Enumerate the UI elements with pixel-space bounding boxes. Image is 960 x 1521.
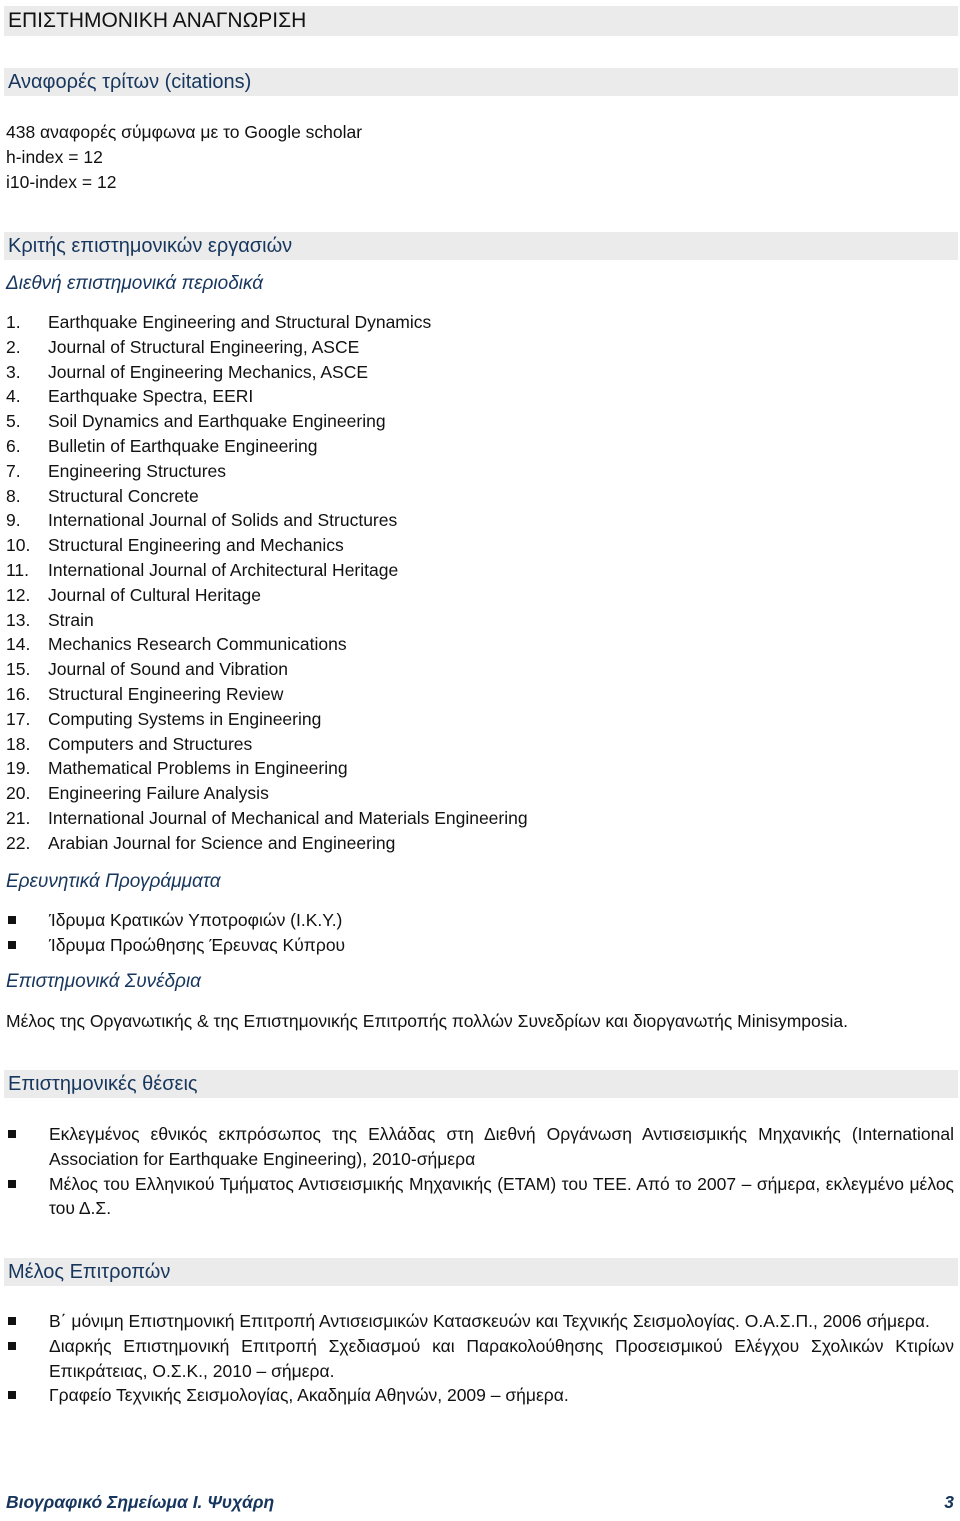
list-item: Μέλος του Ελληνικού Τμήματος Αντισεισμικής Μηχανικής (ΕΤΑΜ) του ΤΕΕ. Από το 2007 – σήμερα, εκλεγμένο μέλος του Δ.Σ. xyxy=(6,1172,954,1222)
list-item: Γραφείο Τεχνικής Σεισμολογίας, Ακαδημία Αθηνών, 2009 – σήμερα. xyxy=(6,1383,954,1408)
list-item: 12. Journal of Cultural Heritage xyxy=(6,584,262,605)
list-item: Ίδρυμα Προώθησης Έρευνας Κύπρου xyxy=(6,933,954,958)
list-item: 21. International Journal of Mechanical and Materials Engineering xyxy=(6,807,528,828)
list-item: 18. Computers and Structures xyxy=(6,733,253,754)
list-item: 19. Mathematical Problems in Engineering xyxy=(6,758,348,779)
citations-count: 438 αναφορές σύμφωνα με το Google scholar xyxy=(6,122,363,142)
list-item: 14. Mechanics Research Communications xyxy=(6,634,347,655)
i10-index: i10-index = 12 xyxy=(6,172,117,192)
list-item: 15. Journal of Sound and Vibration xyxy=(6,659,288,680)
square-bullet-icon xyxy=(8,916,16,924)
list-item: Ίδρυμα Κρατικών Υποτροφιών (Ι.Κ.Υ.) xyxy=(6,908,954,933)
list-item: 20. Engineering Failure Analysis xyxy=(6,783,269,804)
reviewer-heading: Κριτής επιστημονικών εργασιών xyxy=(4,232,958,260)
list-item: 17. Computing Systems in Engineering xyxy=(6,708,322,729)
square-bullet-icon xyxy=(8,1130,16,1138)
square-bullet-icon xyxy=(8,1180,16,1188)
positions-heading: Επιστημονικές θέσεις xyxy=(4,1070,958,1098)
list-item: 11. International Journal of Architectural Heritage xyxy=(6,559,399,580)
positions-list xyxy=(6,1122,954,1221)
list-item: 9. International Journal of Solids and Structures xyxy=(6,510,398,531)
list-item: Εκλεγμένος εθνικός εκπρόσωπος της Ελλάδας στη Διεθνή Οργάνωση Αντισεισμικής Μηχανικής (International Association for Earthquake Engineering), 2010-σήμερα xyxy=(6,1122,954,1172)
footer-title: Βιογραφικό Σημείωμα Ι. Ψυχάρη xyxy=(6,1492,275,1512)
list-item: 10. Structural Engineering and Mechanics xyxy=(6,535,344,556)
square-bullet-icon xyxy=(8,1342,16,1350)
square-bullet-icon xyxy=(8,1391,16,1399)
h-index: h-index = 12 xyxy=(6,147,103,167)
square-bullet-icon xyxy=(8,941,16,949)
list-item: 16. Structural Engineering Review xyxy=(6,683,284,704)
journal-list xyxy=(6,310,528,856)
citations-heading: Αναφορές τρίτων (citations) xyxy=(4,68,958,96)
list-item: 1. Earthquake Engineering and Structural Dynamics xyxy=(6,312,432,332)
square-bullet-icon xyxy=(8,1317,16,1325)
list-item: 5. Soil Dynamics and Earthquake Engineering xyxy=(6,411,386,432)
journals-subheading: Διεθνή επιστημονικά περιοδικά xyxy=(6,273,264,294)
list-item: 6. Bulletin of Earthquake Engineering xyxy=(6,435,318,456)
list-item: 7. Engineering Structures xyxy=(6,460,227,481)
committees-heading: Μέλος Επιτροπών xyxy=(4,1258,958,1286)
committees-list xyxy=(6,1309,954,1408)
list-item: Διαρκής Επιστημονική Επιτροπή Σχεδιασμού και Παρακολούθησης Προσεισμικού Ελέγχου Σχολικών Κτιρίων Επικράτειας, Ο.Σ.Κ., 2010 – σήμερα. xyxy=(6,1334,954,1384)
conferences-text: Μέλος της Οργανωτικής & της Επιστημονικής Επιτροπής πολλών Συνεδρίων και διοργανωτής Minisymposia. xyxy=(6,1011,848,1031)
programs-list xyxy=(6,908,954,958)
list-item: 4. Earthquake Spectra, EERI xyxy=(6,386,254,407)
list-item: Β΄ μόνιμη Επιστημονική Επιτροπή Αντισεισμικών Κατασκευών και Τεχνικής Σεισμολογίας. Ο.Α.Σ.Π., 2006 σήμερα. xyxy=(6,1309,954,1334)
list-item: 13. Strain xyxy=(6,609,94,630)
programs-subheading: Ερευνητικά Προγράμματα xyxy=(6,871,221,892)
conferences-subheading: Επιστημονικά Συνέδρια xyxy=(6,971,202,992)
page-title: ΕΠΙΣΤΗΜΟΝΙΚΗ ΑΝΑΓΝΩΡΙΣΗ xyxy=(4,6,958,36)
page-number: 3 xyxy=(944,1492,954,1512)
list-item: 22. Arabian Journal for Science and Engineering xyxy=(6,832,396,853)
list-item: 2. Journal of Structural Engineering, ASCE xyxy=(6,336,360,357)
list-item: 3. Journal of Engineering Mechanics, ASCE xyxy=(6,361,369,382)
list-item: 8. Structural Concrete xyxy=(6,485,199,506)
